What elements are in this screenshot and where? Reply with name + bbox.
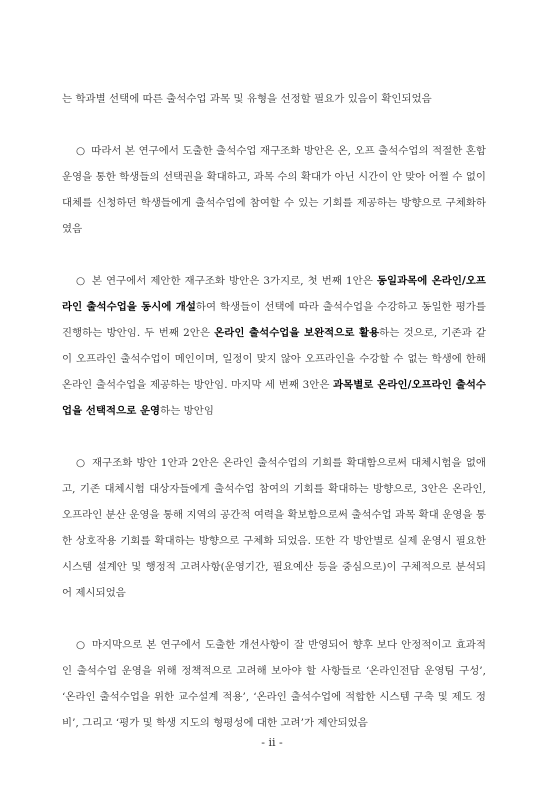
option-1-highlight: 동일과목에 온라인/오프라인 출석수업을 동시에 개설	[62, 275, 486, 313]
paragraph-1	[62, 138, 486, 242]
paragraph-2-text-3: 하는 것으로, 기존과 같이 오프라인 출석수업이 메인이며, 일정이 맞지 않아 오프라인을 수강할 수 없는 학생에 한해 온라인 출석수업을 제공하는 방안임. 마지막 세 번째 3안은	[62, 327, 487, 391]
bullet-circle: ○	[76, 145, 86, 157]
paragraph-1-text: 따라서 본 연구에서 도출한 출석수업 재구조화 방안은 온, 오프 출석수업의 적절한 혼합 운영을 통한 학생들의 선택권을 확대하고, 과목 수의 확대가 아닌 시간이 안 맞아 어쩔 수 없이 대체를 신청하던 학생들에게 출석수업에 참여할 수 있는 기회를 제공하는 방향으로 구체화하였음	[62, 145, 486, 235]
paragraph-2-text-2: 하여 학생들이 선택에 따라 출석수업을 수강하고 동일한 평가를 진행하는 방안임. 두 번째 2안은	[62, 301, 486, 339]
paragraph-3	[62, 450, 486, 606]
page-number: - ii -	[261, 736, 283, 749]
bullet-circle: ○	[76, 457, 86, 469]
paragraph-2-text-1: 본 연구에서 제안한 재구조화 방안은 3가지로, 첫 번째 1안은	[91, 275, 377, 287]
bullet-circle: ○	[76, 639, 86, 651]
option-3-highlight: 과목별로 온라인/오프라인 출석수업을 선택적으로 운영	[62, 379, 486, 417]
bullet-circle: ○	[76, 275, 86, 287]
paragraph-3-text: 재구조화 방안 1안과 2안은 온라인 출석수업의 기회를 확대함으로써 대체시험을 없애고, 기존 대체시험 대상자들에게 출석수업 참여의 기회를 확대하는 방향으로, 3안은 온라인, 오프라인 분산 운영을 통해 지역의 공간적 여력을 확보함으로써 출석수업 과목 확대 운영을 통한 상호작용 기회를 확대하는 방향으로 구체화 되었음. 또한 각 방안별로 실제 운영시 필요한 시스템 설계안 및 행정적 고려사항(운영기간, 필요예산 등을 중심으로)이 구체적으로 분석되어 제시되었음	[62, 457, 486, 599]
paragraph-0	[62, 86, 486, 112]
paragraph-2-text-4: 하는 방안임	[160, 405, 214, 417]
paragraph-4-text: 마지막으로 본 연구에서 도출한 개선사항이 잘 반영되어 향후 보다 안정적이고 효과적인 출석수업 운영을 위해 정책적으로 고려해 보아야 할 사항들로 ‘온라인전담 운영팀 구성’, ‘온라인 출석수업을 위한 교수설계 적용’, ‘온라인 출석수업에 적합한 시스템 구축 및 제도 정비’, 그리고 ‘평가 및 학생 지도의 형평성에 대한 고려’가 제안되었음	[62, 639, 486, 729]
paragraph-2	[62, 268, 486, 424]
paragraph-4	[62, 632, 486, 736]
option-2-highlight: 온라인 출석수업을 보완적으로 활용	[214, 327, 380, 339]
document-body	[62, 86, 486, 736]
paragraph-0-text: 는 학과별 선택에 따른 출석수업 과목 및 유형을 선정할 필요가 있음이 확인되었음	[62, 93, 432, 105]
